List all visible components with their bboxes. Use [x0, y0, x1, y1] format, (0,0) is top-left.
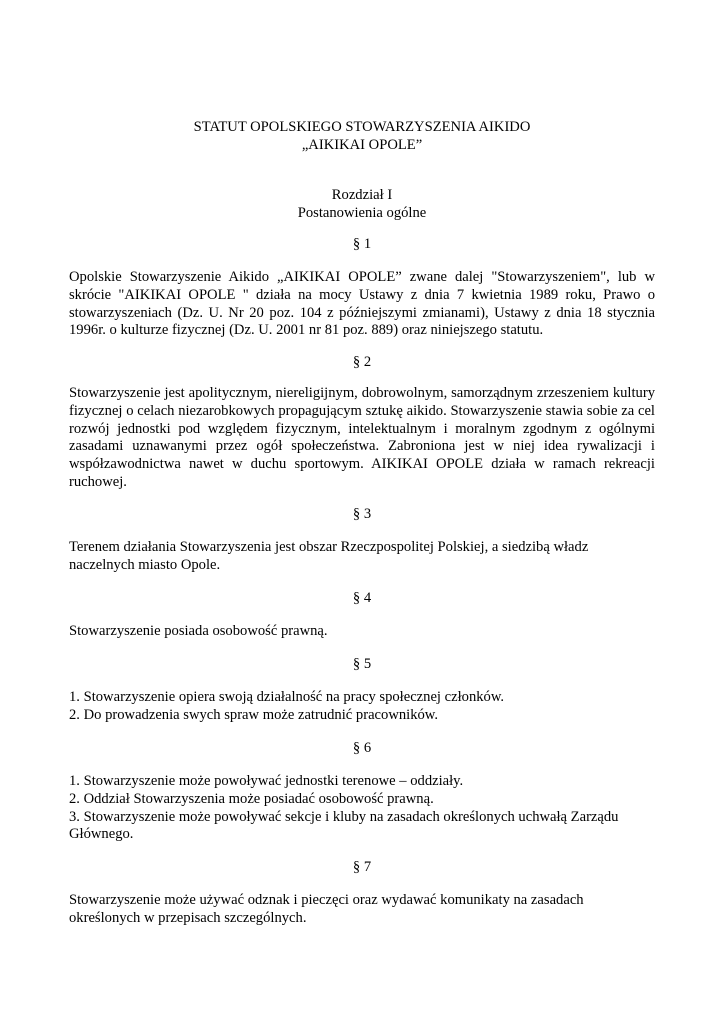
section-text-6 [69, 773, 655, 844]
section-mark-5: § 5 [352, 656, 372, 672]
title-line-2: „AIKIKAI OPOLE” [301, 136, 423, 153]
section-3-line: naczelnych miasto Opole. [69, 556, 221, 573]
section-mark-2: § 2 [352, 354, 372, 370]
section-5-line: 1. Stowarzyszenie opiera swoją działalność na pracy społecznej członków. [69, 689, 505, 705]
section-mark-7: § 7 [352, 859, 372, 875]
section-7-line: określonych w przepisach szczególnych. [69, 909, 307, 926]
document-title [69, 119, 655, 155]
section-mark-6: § 6 [352, 740, 372, 756]
chapter-title: Postanowienia ogólne [297, 204, 427, 221]
section-4-line: Stowarzyszenie posiada osobowość prawną. [69, 623, 328, 639]
section-6-line: 1. Stowarzyszenie może powoływać jednostki terenowe – oddziały. [69, 773, 464, 789]
section-5-line: 2. Do prowadzenia swych spraw może zatrudnić pracowników. [69, 706, 439, 723]
section-mark-1: § 1 [352, 236, 372, 252]
section-6-line: Głównego. [69, 826, 134, 843]
section-mark-4: § 4 [352, 590, 372, 606]
title-line-1: STATUT OPOLSKIEGO STOWARZYSZENIA AIKIDO [193, 119, 531, 135]
section-text-4 [69, 623, 655, 641]
section-text-7 [69, 892, 655, 928]
chapter-heading [69, 187, 655, 223]
section-7-line: Stowarzyszenie może używać odznak i pieczęci oraz wydawać komunikaty na zasadach [69, 892, 584, 908]
section-text-5 [69, 689, 655, 725]
section-text-3 [69, 539, 655, 575]
section-3-line: Terenem działania Stowarzyszenia jest obszar Rzeczpospolitej Polskiej, a siedzibą władz [69, 539, 589, 555]
chapter-number: Rozdział I [331, 187, 393, 203]
section-mark-3: § 3 [352, 506, 372, 522]
section-text-1: Opolskie Stowarzyszenie Aikido „AIKIKAI OPOLE” zwane dalej "Stowarzyszeniem", lub w skrócie "AIKIKAI OPOLE " działa na mocy Ustawy z dnia 7 kwietnia 1989 roku, Prawo o stowarzyszeniach (Dz. U. Nr 20 poz. 104 z późniejszymi zmianami), Ustawy z dnia 18 stycznia 1996r. o kulturze fizycznej (Dz. U. 2001 nr 81 poz. 889) oraz niniejszego statutu. [69, 269, 655, 339]
section-text-2: Stowarzyszenie jest apolitycznym, niereligijnym, dobrowolnym, samorządnym zrzeszeniem kultury fizycznej o celach niezarobkowych propagującym sztukę aikido. Stowarzyszenie stawia sobie za cel rozwój jednostki pod względem fizycznym, intelektualnym i moralnym zgodnym z ogólnymi zasadami uznawanymi przez ogół społeczeństwa. Zabroniona jest w niej idea rywalizacji i współzawodnictwa nawet w duchu sportowym. AIKIKAI OPOLE działa w ramach rekreacji ruchowej. [69, 385, 655, 490]
section-6-line: 3. Stowarzyszenie może powoływać sekcje i kluby na zasadach określonych uchwałą Zarządu [69, 808, 619, 825]
section-6-line: 2. Oddział Stowarzyszenia może posiadać osobowość prawną. [69, 790, 434, 807]
